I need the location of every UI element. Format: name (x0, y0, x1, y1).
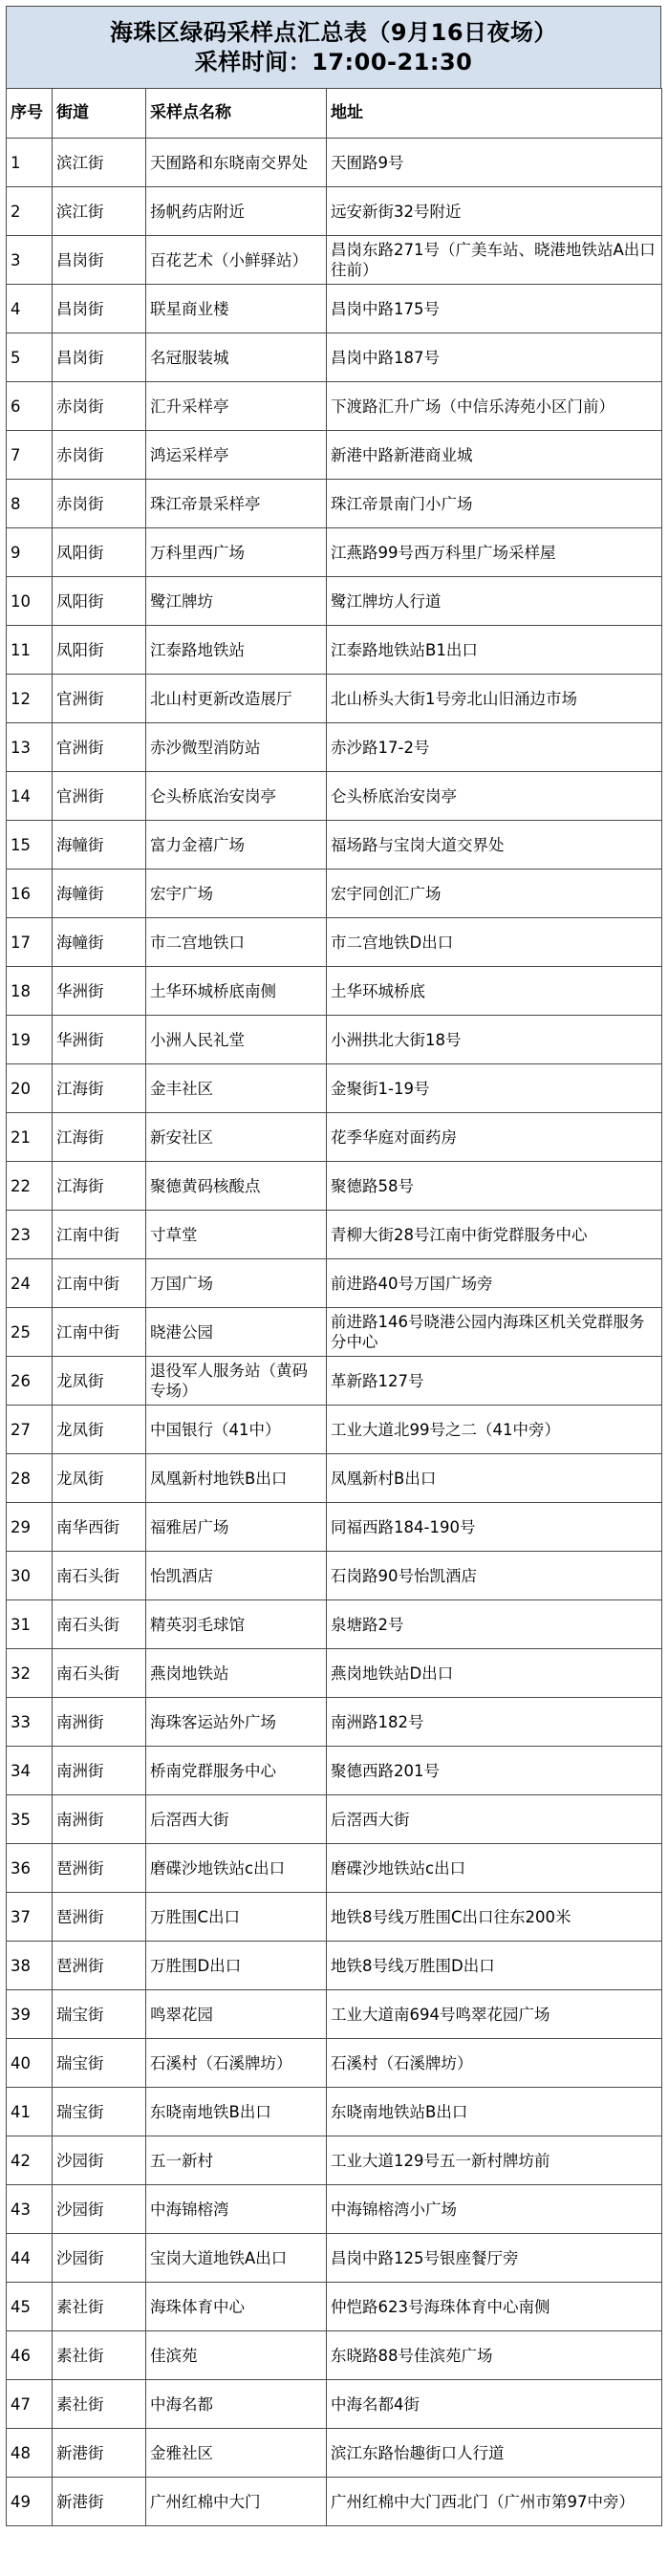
table-row (7, 1893, 662, 1942)
cell-index: 25 (7, 1308, 53, 1357)
cell-index: 31 (7, 1600, 53, 1649)
cell-index: 44 (7, 2234, 53, 2283)
cell-site-name: 晓港公园 (146, 1308, 327, 1357)
table-row (7, 2283, 662, 2331)
cell-index: 7 (7, 431, 53, 480)
column-header-index: 序号 (7, 89, 53, 139)
cell-street: 海幢街 (53, 869, 146, 918)
cell-address: 宏宇同创汇广场 (327, 869, 662, 918)
table-row (7, 821, 662, 869)
cell-address: 前进路40号万国广场旁 (327, 1259, 662, 1308)
cell-site-name: 中海锦榕湾 (146, 2185, 327, 2234)
cell-index: 46 (7, 2331, 53, 2380)
table-row (7, 2088, 662, 2136)
cell-address: 江泰路地铁站B1出口 (327, 626, 662, 675)
cell-street: 南石头街 (53, 1649, 146, 1698)
cell-index: 15 (7, 821, 53, 869)
table-row (7, 1990, 662, 2039)
cell-index: 4 (7, 285, 53, 333)
cell-address: 下渡路汇升广场（中信乐涛苑小区门前） (327, 382, 662, 431)
cell-address: 昌岗东路271号（广美车站、晓港地铁站A出口往前） (327, 236, 662, 285)
cell-street: 新港街 (53, 2429, 146, 2478)
table-row (7, 1503, 662, 1552)
cell-site-name: 中国银行（41中） (146, 1406, 327, 1454)
cell-street: 官洲街 (53, 772, 146, 821)
cell-site-name: 中海名都 (146, 2380, 327, 2429)
cell-index: 2 (7, 187, 53, 236)
cell-site-name: 鸿运采样亭 (146, 431, 327, 480)
cell-index: 3 (7, 236, 53, 285)
cell-address: 滨江东路怡趣街口人行道 (327, 2429, 662, 2478)
table-row (7, 480, 662, 528)
cell-site-name: 万胜围D出口 (146, 1942, 327, 1990)
cell-street: 瑞宝街 (53, 2039, 146, 2088)
cell-address: 新港中路新港商业城 (327, 431, 662, 480)
cell-site-name: 珠江帝景采样亭 (146, 480, 327, 528)
cell-street: 南洲街 (53, 1795, 146, 1844)
cell-site-name: 赤沙微型消防站 (146, 723, 327, 772)
table-row (7, 2331, 662, 2380)
cell-address: 天囿路9号 (327, 139, 662, 187)
cell-street: 赤岗街 (53, 480, 146, 528)
cell-index: 41 (7, 2088, 53, 2136)
cell-address: 仑头桥底治安岗亭 (327, 772, 662, 821)
table-row (7, 1113, 662, 1162)
cell-address: 小洲拱北大街18号 (327, 1016, 662, 1064)
cell-index: 12 (7, 675, 53, 723)
cell-index: 32 (7, 1649, 53, 1698)
cell-site-name: 海珠客运站外广场 (146, 1698, 327, 1747)
cell-address: 仲恺路623号海珠体育中心南侧 (327, 2283, 662, 2331)
cell-index: 26 (7, 1357, 53, 1406)
cell-street: 官洲街 (53, 723, 146, 772)
table-row (7, 2185, 662, 2234)
cell-street: 琶洲街 (53, 1844, 146, 1893)
cell-street: 龙凤街 (53, 1357, 146, 1406)
cell-index: 22 (7, 1162, 53, 1211)
cell-site-name: 燕岗地铁站 (146, 1649, 327, 1698)
table-row (7, 869, 662, 918)
cell-street: 华洲街 (53, 1016, 146, 1064)
table-row (7, 333, 662, 382)
cell-street: 昌岗街 (53, 333, 146, 382)
cell-index: 8 (7, 480, 53, 528)
table-row (7, 1357, 662, 1406)
cell-address: 土华环城桥底 (327, 967, 662, 1016)
cell-index: 5 (7, 333, 53, 382)
table-row (7, 1454, 662, 1503)
cell-address: 昌岗中路175号 (327, 285, 662, 333)
cell-address: 燕岗地铁站D出口 (327, 1649, 662, 1698)
cell-site-name: 富力金禧广场 (146, 821, 327, 869)
cell-index: 36 (7, 1844, 53, 1893)
cell-street: 江南中街 (53, 1211, 146, 1259)
cell-site-name: 精英羽毛球馆 (146, 1600, 327, 1649)
cell-index: 10 (7, 577, 53, 626)
cell-street: 凤阳街 (53, 528, 146, 577)
cell-street: 滨江街 (53, 139, 146, 187)
cell-address: 石岗路90号怡凯酒店 (327, 1552, 662, 1600)
cell-street: 南洲街 (53, 1698, 146, 1747)
cell-site-name: 北山村更新改造展厅 (146, 675, 327, 723)
table-row (7, 1162, 662, 1211)
cell-address: 青柳大街28号江南中街党群服务中心 (327, 1211, 662, 1259)
table-row (7, 382, 662, 431)
table-row (7, 1406, 662, 1454)
cell-index: 47 (7, 2380, 53, 2429)
cell-index: 24 (7, 1259, 53, 1308)
cell-address: 远安新街32号附近 (327, 187, 662, 236)
cell-address: 福场路与宝岗大道交界处 (327, 821, 662, 869)
table-row (7, 1259, 662, 1308)
cell-index: 48 (7, 2429, 53, 2478)
table-row (7, 1942, 662, 1990)
cell-index: 28 (7, 1454, 53, 1503)
cell-site-name: 百花艺术（小鲜驿站） (146, 236, 327, 285)
cell-street: 琶洲街 (53, 1942, 146, 1990)
table-row (7, 2429, 662, 2478)
cell-street: 龙凤街 (53, 1406, 146, 1454)
cell-street: 沙园街 (53, 2136, 146, 2185)
cell-address: 聚德路58号 (327, 1162, 662, 1211)
table-row (7, 967, 662, 1016)
cell-address: 赤沙路17-2号 (327, 723, 662, 772)
cell-site-name: 佳滨苑 (146, 2331, 327, 2380)
cell-address: 同福西路184-190号 (327, 1503, 662, 1552)
cell-index: 14 (7, 772, 53, 821)
cell-index: 21 (7, 1113, 53, 1162)
cell-street: 南洲街 (53, 1747, 146, 1795)
cell-address: 北山桥头大街1号旁北山旧涌边市场 (327, 675, 662, 723)
cell-site-name: 石溪村（石溪牌坊） (146, 2039, 327, 2088)
cell-index: 1 (7, 139, 53, 187)
table-row (7, 1016, 662, 1064)
column-header-address: 地址 (327, 89, 662, 139)
cell-index: 35 (7, 1795, 53, 1844)
cell-site-name: 怡凯酒店 (146, 1552, 327, 1600)
cell-site-name: 海珠体育中心 (146, 2283, 327, 2331)
cell-street: 沙园街 (53, 2185, 146, 2234)
sampling-sites-sheet (6, 6, 661, 2526)
cell-address: 前进路146号晓港公园内海珠区机关党群服务分中心 (327, 1308, 662, 1357)
cell-address: 工业大道129号五一新村牌坊前 (327, 2136, 662, 2185)
sheet-title: 海珠区绿码采样点汇总表（9月16日夜场） (109, 19, 558, 46)
cell-address: 花季华庭对面药房 (327, 1113, 662, 1162)
cell-street: 华洲街 (53, 967, 146, 1016)
cell-site-name: 金丰社区 (146, 1064, 327, 1113)
cell-address: 金聚街1-19号 (327, 1064, 662, 1113)
cell-index: 13 (7, 723, 53, 772)
cell-street: 海幢街 (53, 918, 146, 967)
table-row (7, 187, 662, 236)
cell-index: 23 (7, 1211, 53, 1259)
cell-index: 6 (7, 382, 53, 431)
table-row (7, 723, 662, 772)
cell-site-name: 金雅社区 (146, 2429, 327, 2478)
cell-address: 中海名都4街 (327, 2380, 662, 2429)
cell-address: 地铁8号线万胜围D出口 (327, 1942, 662, 1990)
column-header-street: 街道 (53, 89, 146, 139)
table-row (7, 1552, 662, 1600)
cell-index: 33 (7, 1698, 53, 1747)
cell-index: 49 (7, 2478, 53, 2526)
table-row (7, 528, 662, 577)
cell-street: 新港街 (53, 2478, 146, 2526)
cell-index: 40 (7, 2039, 53, 2088)
cell-site-name: 五一新村 (146, 2136, 327, 2185)
table-row (7, 236, 662, 285)
cell-address: 市二宫地铁D出口 (327, 918, 662, 967)
cell-street: 官洲街 (53, 675, 146, 723)
cell-address: 东晓路88号佳滨苑广场 (327, 2331, 662, 2380)
cell-site-name: 后滘西大街 (146, 1795, 327, 1844)
cell-site-name: 磨碟沙地铁站c出口 (146, 1844, 327, 1893)
cell-index: 17 (7, 918, 53, 967)
cell-site-name: 小洲人民礼堂 (146, 1016, 327, 1064)
cell-street: 沙园街 (53, 2234, 146, 2283)
cell-index: 19 (7, 1016, 53, 1064)
cell-address: 东晓南地铁站B出口 (327, 2088, 662, 2136)
cell-street: 昌岗街 (53, 285, 146, 333)
cell-site-name: 江泰路地铁站 (146, 626, 327, 675)
cell-street: 素社街 (53, 2283, 146, 2331)
table-row (7, 1211, 662, 1259)
sampling-sites-table (6, 88, 662, 2526)
cell-street: 江南中街 (53, 1308, 146, 1357)
table-row (7, 1064, 662, 1113)
cell-index: 20 (7, 1064, 53, 1113)
cell-site-name: 汇升采样亭 (146, 382, 327, 431)
table-row (7, 1844, 662, 1893)
cell-street: 江南中街 (53, 1259, 146, 1308)
cell-address: 后滘西大街 (327, 1795, 662, 1844)
cell-address: 南洲路182号 (327, 1698, 662, 1747)
sheet-subtitle: 采样时间：17:00-21:30 (194, 49, 473, 75)
cell-street: 南石头街 (53, 1600, 146, 1649)
cell-address: 凤凰新村B出口 (327, 1454, 662, 1503)
cell-index: 29 (7, 1503, 53, 1552)
table-row (7, 285, 662, 333)
table-row (7, 577, 662, 626)
cell-street: 滨江街 (53, 187, 146, 236)
cell-site-name: 聚德黄码核酸点 (146, 1162, 327, 1211)
cell-street: 昌岗街 (53, 236, 146, 285)
cell-site-name: 退役军人服务站（黄码专场） (146, 1357, 327, 1406)
cell-address: 中海锦榕湾小广场 (327, 2185, 662, 2234)
table-row (7, 1747, 662, 1795)
cell-site-name: 扬帆药店附近 (146, 187, 327, 236)
table-row (7, 1795, 662, 1844)
cell-street: 凤阳街 (53, 626, 146, 675)
cell-site-name: 名冠服装城 (146, 333, 327, 382)
cell-site-name: 凤凰新村地铁B出口 (146, 1454, 327, 1503)
cell-index: 43 (7, 2185, 53, 2234)
table-row (7, 675, 662, 723)
cell-site-name: 万科里西广场 (146, 528, 327, 577)
cell-street: 瑞宝街 (53, 1990, 146, 2039)
cell-site-name: 万国广场 (146, 1259, 327, 1308)
cell-site-name: 桥南党群服务中心 (146, 1747, 327, 1795)
cell-address: 泉塘路2号 (327, 1600, 662, 1649)
cell-site-name: 市二宫地铁口 (146, 918, 327, 967)
column-header-site-name: 采样点名称 (146, 89, 327, 139)
cell-street: 江海街 (53, 1162, 146, 1211)
table-row (7, 1308, 662, 1357)
cell-street: 江海街 (53, 1064, 146, 1113)
cell-site-name: 寸草堂 (146, 1211, 327, 1259)
cell-address: 昌岗中路125号银座餐厅旁 (327, 2234, 662, 2283)
cell-site-name: 鹭江牌坊 (146, 577, 327, 626)
cell-site-name: 广州红棉中大门 (146, 2478, 327, 2526)
table-row (7, 1649, 662, 1698)
cell-street: 海幢街 (53, 821, 146, 869)
table-body (7, 139, 662, 2526)
cell-address: 珠江帝景南门小广场 (327, 480, 662, 528)
cell-index: 42 (7, 2136, 53, 2185)
cell-address: 昌岗中路187号 (327, 333, 662, 382)
cell-site-name: 东晓南地铁B出口 (146, 2088, 327, 2136)
cell-address: 鹭江牌坊人行道 (327, 577, 662, 626)
cell-street: 江海街 (53, 1113, 146, 1162)
cell-site-name: 新安社区 (146, 1113, 327, 1162)
cell-index: 18 (7, 967, 53, 1016)
cell-site-name: 万胜围C出口 (146, 1893, 327, 1942)
cell-address: 聚德西路201号 (327, 1747, 662, 1795)
table-header-row (7, 89, 662, 139)
cell-site-name: 宝岗大道地铁A出口 (146, 2234, 327, 2283)
cell-street: 南华西街 (53, 1503, 146, 1552)
cell-address: 江燕路99号西万科里广场采样屋 (327, 528, 662, 577)
cell-index: 34 (7, 1747, 53, 1795)
table-row (7, 772, 662, 821)
table-row (7, 2380, 662, 2429)
cell-street: 琶洲街 (53, 1893, 146, 1942)
cell-index: 9 (7, 528, 53, 577)
cell-address: 工业大道北99号之二（41中旁） (327, 1406, 662, 1454)
table-row (7, 1698, 662, 1747)
cell-index: 30 (7, 1552, 53, 1600)
cell-address: 磨碟沙地铁站c出口 (327, 1844, 662, 1893)
table-row (7, 918, 662, 967)
cell-site-name: 土华环城桥底南侧 (146, 967, 327, 1016)
cell-site-name: 鸣翠花园 (146, 1990, 327, 2039)
cell-site-name: 宏宇广场 (146, 869, 327, 918)
cell-street: 赤岗街 (53, 382, 146, 431)
cell-index: 38 (7, 1942, 53, 1990)
table-row (7, 2234, 662, 2283)
cell-street: 瑞宝街 (53, 2088, 146, 2136)
cell-street: 南石头街 (53, 1552, 146, 1600)
cell-street: 龙凤街 (53, 1454, 146, 1503)
cell-address: 石溪村（石溪牌坊） (327, 2039, 662, 2088)
cell-site-name: 福雅居广场 (146, 1503, 327, 1552)
table-row (7, 2136, 662, 2185)
cell-index: 45 (7, 2283, 53, 2331)
cell-index: 27 (7, 1406, 53, 1454)
cell-address: 地铁8号线万胜围C出口往东200米 (327, 1893, 662, 1942)
table-row (7, 2478, 662, 2526)
cell-address: 工业大道南694号鸣翠花园广场 (327, 1990, 662, 2039)
cell-index: 16 (7, 869, 53, 918)
cell-street: 赤岗街 (53, 431, 146, 480)
cell-street: 素社街 (53, 2380, 146, 2429)
table-row (7, 431, 662, 480)
cell-site-name: 天囿路和东晓南交界处 (146, 139, 327, 187)
cell-index: 37 (7, 1893, 53, 1942)
cell-address: 广州红棉中大门西北门（广州市第97中旁） (327, 2478, 662, 2526)
sheet-header (6, 6, 661, 88)
cell-street: 素社街 (53, 2331, 146, 2380)
cell-street: 凤阳街 (53, 577, 146, 626)
cell-index: 11 (7, 626, 53, 675)
table-row (7, 1600, 662, 1649)
cell-site-name: 仑头桥底治安岗亭 (146, 772, 327, 821)
cell-address: 革新路127号 (327, 1357, 662, 1406)
cell-site-name: 联星商业楼 (146, 285, 327, 333)
cell-index: 39 (7, 1990, 53, 2039)
table-row (7, 2039, 662, 2088)
table-row (7, 626, 662, 675)
table-row (7, 139, 662, 187)
